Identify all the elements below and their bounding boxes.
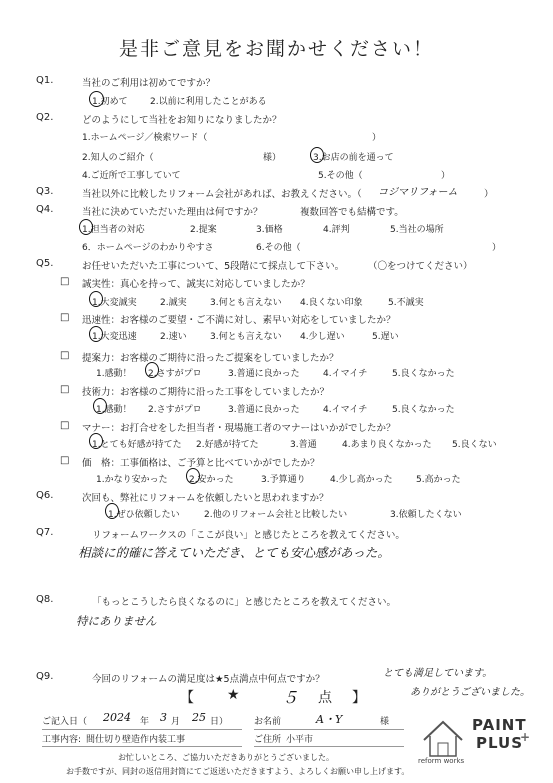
q5-item3-opt1[interactable]: 1.感動！ xyxy=(96,369,132,379)
q5-item4-opt5[interactable]: 5.良くなかった xyxy=(392,405,455,415)
q5-item3-opt5[interactable]: 5.良くなかった xyxy=(392,369,455,379)
q9-comment-line1[interactable]: とても満足しています。 xyxy=(383,668,493,679)
q5-item4-opt3[interactable]: 3.普通に良かった xyxy=(228,405,300,415)
q2-opt5[interactable]: 5.その他（ xyxy=(318,171,363,181)
q4-opt5[interactable]: 5.当社の場所 xyxy=(390,225,444,235)
footer-note-1: お忙しいところ、ご協力いただきありがとうございました。 xyxy=(118,753,334,762)
q4-opt7[interactable]: 6.その他（ xyxy=(256,243,301,253)
q6-text: 次回も、弊社にリフォームを依頼したいと思われますか？ xyxy=(82,493,329,504)
q4-opt7-end: ） xyxy=(492,243,502,253)
logo-reform-works: reform works xyxy=(418,757,465,765)
q7-number: Q7. xyxy=(36,527,54,538)
address-value: 小平市 xyxy=(286,735,314,745)
q4-opt4[interactable]: 4.評判 xyxy=(323,225,350,235)
q6-number: Q6. xyxy=(36,490,54,501)
q5-item5-opt5[interactable]: 5.良くない xyxy=(452,440,497,450)
q6-answer-circle xyxy=(105,503,119,519)
q6-opt2[interactable]: 2.他のリフォーム会社と比較したい xyxy=(204,510,348,520)
q5-item4-opt2[interactable]: 2.さすがプロ xyxy=(148,405,202,415)
plus-icon: + xyxy=(520,730,532,744)
checkbox-icon: □ xyxy=(60,384,70,395)
checkbox-icon: □ xyxy=(60,276,70,287)
star-icon: ★ xyxy=(227,687,242,703)
q1-number: Q1. xyxy=(36,75,54,86)
q2-opt1[interactable]: 1.ホームページ／検索ワード（ xyxy=(82,133,208,143)
q5-item1-opt1[interactable]: 1.大変誠実 xyxy=(92,298,137,308)
date-year-unit: 年 xyxy=(140,717,150,727)
logo-plus: PLUS xyxy=(476,734,524,752)
q5-item3-opt4[interactable]: 4.イマイチ xyxy=(323,369,368,379)
q5-item3-opt3[interactable]: 3.普通に良かった xyxy=(228,369,300,379)
work-underline xyxy=(42,746,242,747)
q2-opt4[interactable]: 4.ご近所で工事していて xyxy=(82,171,181,181)
name-suffix: 様 xyxy=(380,717,390,727)
date-underline xyxy=(42,729,242,730)
checkbox-icon: □ xyxy=(60,420,70,431)
name-underline xyxy=(254,729,404,730)
q5-item6-label: 価 格：工事価格は、ご予算と比べていかがでしたか？ xyxy=(82,458,320,469)
q5-item2-answer-circle xyxy=(89,326,103,342)
work-label: 工事内容: xyxy=(42,735,82,745)
name-value[interactable]: A・Y xyxy=(316,713,343,726)
q9-number: Q9. xyxy=(36,671,54,682)
q3-text: 当社以外に比較したリフォーム会社があれば、お教えください。（ xyxy=(82,189,362,200)
q1-answer-circle xyxy=(89,91,104,107)
q5-item4-opt1[interactable]: 1.感動！ xyxy=(96,405,132,415)
q2-number: Q2. xyxy=(36,112,54,123)
q5-item2-opt2[interactable]: 2.速い xyxy=(160,332,187,342)
address-label: ご住所 xyxy=(254,735,282,745)
q5-item4-opt4[interactable]: 4.イマイチ xyxy=(323,405,368,415)
q5-item3-opt2[interactable]: 2.さすがプロ xyxy=(148,369,202,379)
work-value: 間仕切り壁造作内装工事 xyxy=(86,735,186,745)
q9-bracket-open: 【 xyxy=(180,690,196,706)
page-title: 是非ご意見をお聞かせください！ xyxy=(118,38,434,60)
date-month[interactable]: 3 xyxy=(160,711,167,724)
q5-item6-opt1[interactable]: 1.かなり安かった xyxy=(96,475,168,485)
checkbox-icon: □ xyxy=(60,455,70,466)
q5-item1-answer-circle xyxy=(89,291,103,307)
checkbox-icon: □ xyxy=(60,312,70,323)
date-year[interactable]: 2024 xyxy=(103,711,131,724)
date-label: ご記入日（ xyxy=(42,717,88,727)
date-day-unit: 日） xyxy=(210,717,229,727)
q7-answer[interactable]: 相談に的確に答えていただき、とても安心感があった。 xyxy=(78,545,390,560)
q5-note: （〇をつけてください） xyxy=(368,261,473,272)
q2-opt2-end: 様） xyxy=(263,153,282,163)
q9-text: 今回のリフォームの満足度は★5点満点中何点ですか？ xyxy=(92,674,325,685)
q4-note: 複数回答でも結構です。 xyxy=(300,207,404,218)
q5-item4-label: 技術力：お客様のご期待に沿った工事をしていましたか？ xyxy=(82,387,330,398)
q4-opt2[interactable]: 2.提案 xyxy=(190,225,217,235)
q3-answer[interactable]: コジマリフォーム xyxy=(378,187,458,198)
q5-item1-opt2[interactable]: 2.誠実 xyxy=(160,298,187,308)
q1-text: 当社のご利用は初めてですか？ xyxy=(82,78,216,89)
q9-unit: 点 xyxy=(318,690,334,706)
q1-opt2[interactable]: 2.以前に利用したことがある xyxy=(150,97,267,107)
q6-opt1[interactable]: 1.ぜひ依頼したい xyxy=(108,510,180,520)
q5-item2-opt4[interactable]: 4.少し遅い xyxy=(300,332,345,342)
q5-item5-opt1[interactable]: 1.とても好感が持てた xyxy=(92,440,182,450)
q2-opt2[interactable]: 2.知人のご紹介（ xyxy=(82,153,154,163)
q3-end: ） xyxy=(484,189,494,200)
q7-text: リフォームワークスの「ここが良い」と感じたところを教えてください。 xyxy=(92,530,405,541)
q5-item5-label: マナー：お打合せをした担当者・現場施工者のマナーはいかがでしたか？ xyxy=(82,423,396,434)
q4-opt6[interactable]: 6．ホームページのわかりやすさ xyxy=(82,243,214,253)
q5-item6-opt5[interactable]: 5.高かった xyxy=(416,475,461,485)
q3-number: Q3. xyxy=(36,186,54,197)
q8-text: 「もっとこうしたら良くなるのに」と感じたところを教えてください。 xyxy=(92,597,397,608)
q4-opt3[interactable]: 3.価格 xyxy=(256,225,283,235)
q5-item1-opt3[interactable]: 3.何とも言えない xyxy=(210,298,282,308)
q4-answer-circle xyxy=(79,219,93,235)
name-label: お名前 xyxy=(254,717,282,727)
q9-score[interactable]: ５ xyxy=(282,688,301,707)
footer-note-2: お手数ですが、同封の返信用封筒にてご返送いただきますよう、よろしくお願い申し上げます。 xyxy=(66,767,410,776)
q5-item2-opt5[interactable]: 5.遅い xyxy=(372,332,399,342)
q8-answer[interactable]: 特にありません xyxy=(76,614,157,628)
q5-item3-label: 提案力：お客様のご期待に沿ったご提案をしていましたか？ xyxy=(82,353,339,364)
q5-item3-answer-circle xyxy=(145,362,159,378)
q5-item6-opt3[interactable]: 3.予算通り xyxy=(261,475,306,485)
q5-item2-label: 迅速性：お客様のご要望・ご不満に対し、素早い対応をしていましたか？ xyxy=(82,315,396,326)
q5-item5-answer-circle xyxy=(89,433,103,449)
date-day[interactable]: 25 xyxy=(192,711,206,724)
q2-opt1-end: ） xyxy=(372,133,382,143)
checkbox-icon: □ xyxy=(60,350,70,361)
q5-item2-opt3[interactable]: 3.何とも言えない xyxy=(210,332,282,342)
address-underline xyxy=(254,746,404,747)
q2-answer-circle xyxy=(310,147,324,163)
q9-comment-line2[interactable]: ありがとうございました。 xyxy=(410,687,530,698)
q5-item5-opt4[interactable]: 4.あまり良くなかった xyxy=(342,440,432,450)
q5-item5-opt2[interactable]: 2.好感が持てた xyxy=(196,440,259,450)
q2-text: どのようにして当社をお知りになりましたか？ xyxy=(82,115,282,126)
q4-text: 当社に決めていただいた理由は何ですか？ xyxy=(82,207,263,218)
q5-number: Q5. xyxy=(36,258,54,269)
q5-item4-answer-circle xyxy=(93,398,107,414)
q2-opt5-end: ） xyxy=(441,171,451,181)
q5-item1-opt5[interactable]: 5.不誠実 xyxy=(388,298,424,308)
q5-item6-opt2[interactable]: 2.安かった xyxy=(189,475,234,485)
q5-text: お任せいただいた工事について、5段階にて採点して下さい。 xyxy=(82,261,345,272)
date-month-unit: 月 xyxy=(171,717,181,727)
q5-item1-label: 誠実性：真心を持って、誠実に対応していましたか？ xyxy=(82,279,310,290)
q5-item1-opt4[interactable]: 4.良くない印象 xyxy=(300,298,363,308)
logo-paint: PAINT xyxy=(472,716,527,734)
q1-opt1[interactable]: 1.初めて xyxy=(92,97,128,107)
q5-item6-opt4[interactable]: 4.少し高かった xyxy=(330,475,393,485)
q6-opt3[interactable]: 3.依頼したくない xyxy=(390,510,462,520)
q2-opt3[interactable]: 3.お店の前を通って xyxy=(313,153,394,163)
q5-item6-answer-circle xyxy=(186,468,200,484)
q9-bracket-close: 】 xyxy=(352,690,368,706)
q5-item2-opt1[interactable]: 1.大変迅速 xyxy=(92,332,137,342)
q8-number: Q8. xyxy=(36,594,54,605)
q4-opt1[interactable]: 1.担当者の対応 xyxy=(82,225,145,235)
q4-number: Q4. xyxy=(36,204,54,215)
q5-item5-opt3[interactable]: 3.普通 xyxy=(290,440,317,450)
